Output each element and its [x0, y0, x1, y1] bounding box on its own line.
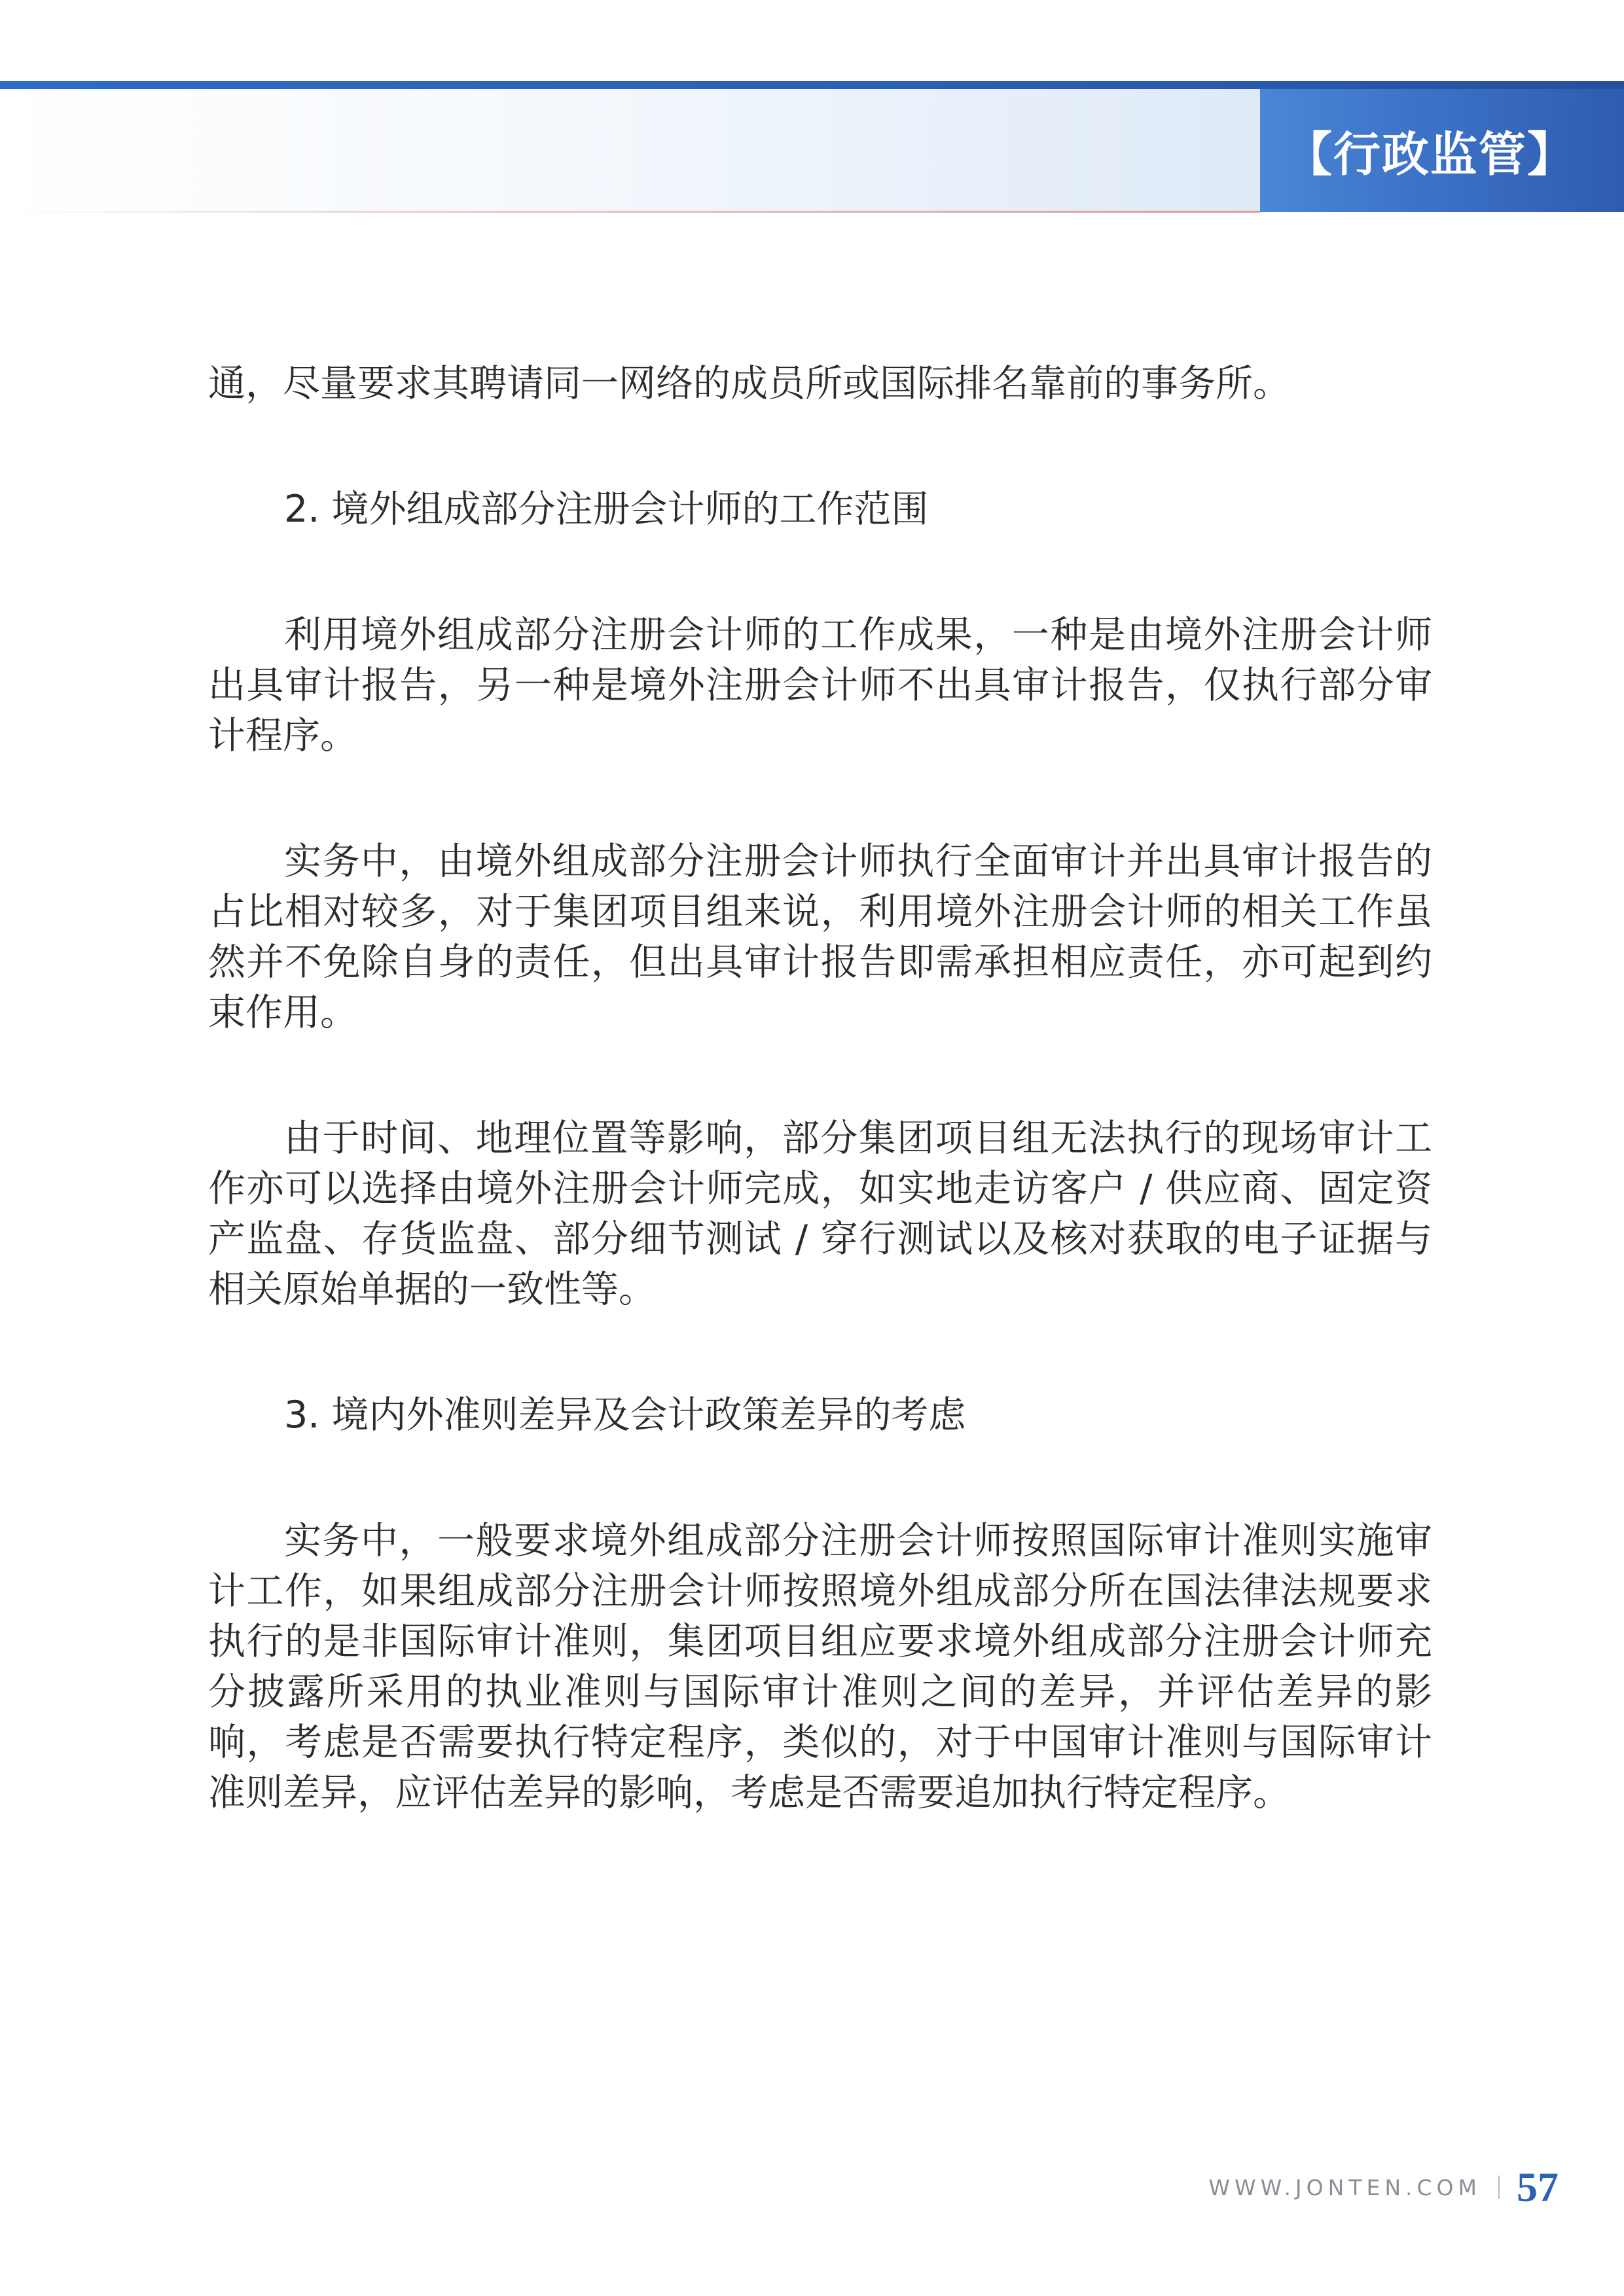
subheading-scope: 2. 境外组成部分注册会计师的工作范围 — [284, 488, 929, 531]
subheading-standards: 3. 境内外准则差异及会计政策差异的考虑 — [284, 1393, 966, 1437]
paragraph-onsite-work: 由于时间、地理位置等影响，部分集团项目组无法执行的现场审计工作亦可以选择由境外注册会计师完成，如实地走访客户 / 供应商、固定资产监盘、存货监盘、部分细节测试 / 穿行测试以及核对获取的电子证据与相关原始单据的一致性等。 — [208, 1117, 1432, 1311]
footer-divider — [1498, 2176, 1500, 2199]
paragraph-practice-reports: 实务中，由境外组成部分注册会计师执行全面审计并出具审计报告的占比相对较多，对于集团项目组来说，利用境外注册会计师的相关工作虽然并不免除自身的责任，但出具审计报告即需承担相应责任，亦可起到约束作用。 — [208, 840, 1432, 1034]
section-tag — [1260, 89, 1624, 212]
section-tag-label: 【行政监管】 — [1285, 126, 1576, 182]
header-band — [0, 89, 1260, 212]
website-link[interactable]: WWW.JONTEN.COM — [1208, 2174, 1481, 2200]
page-footer — [1208, 2161, 1559, 2214]
paragraph-standards-differences: 实务中，一般要求境外组成部分注册会计师按照国际审计准则实施审计工作，如果组成部分注册会计师按照境外组成部分所在国法律法规要求执行的是非国际审计准则，集团项目组应要求境外组成部分注册会计师充分披露所采用的执业准则与国际审计准则之间的差异，并评估差异的影响，考虑是否需要执行特定程序，类似的，对于中国审计准则与国际审计准则差异，应评估差异的影响，考虑是否需要追加执行特定程序。 — [208, 1519, 1432, 1814]
paragraph-continuation: 通，尽量要求其聘请同一网络的成员所或国际排名靠前的事务所。 — [208, 362, 1290, 405]
paragraph-work-results: 利用境外组成部分注册会计师的工作成果，一种是由境外注册会计师出具审计报告，另一种是境外注册会计师不出具审计报告，仅执行部分审计程序。 — [208, 613, 1432, 757]
header-underline — [0, 211, 1260, 213]
header-top-rule — [0, 81, 1624, 89]
article-body — [208, 359, 1432, 1818]
page-number: 57 — [1517, 2164, 1559, 2210]
